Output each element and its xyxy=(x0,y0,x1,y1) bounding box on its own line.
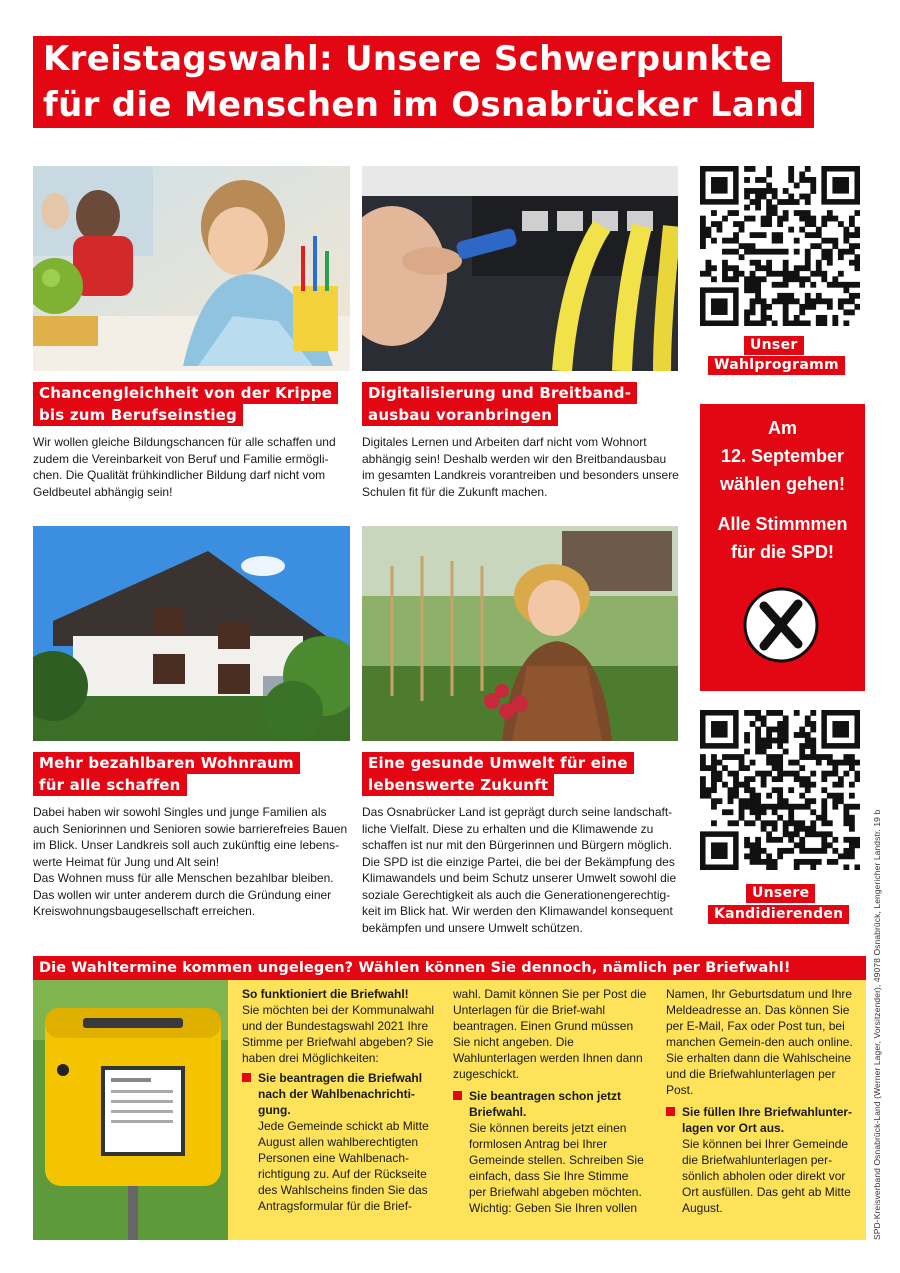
section-3-body-para-2: Das Wohnen muss für alle Menschen bezahlbar bleiben. Das wollen wir unter anderem durch die Gründung einer Kreiswohnungsbaugesellschaft erreichen. xyxy=(33,871,334,918)
briefwahl-option-1-title: Sie beantragen die Briefwahl nach der Wahlbenachrichti-gung. xyxy=(258,1071,423,1117)
vote-call-box xyxy=(700,404,865,691)
qr-code-candidates[interactable] xyxy=(700,710,860,870)
photo-house xyxy=(33,526,350,741)
ballot-cross-icon xyxy=(742,586,820,664)
briefwahl-option-3-title: Sie füllen Ihre Briefwahlunter-lagen vor Ort aus. xyxy=(682,1105,853,1135)
section-2-heading-line-1: Digitalisierung und Breitband- xyxy=(362,382,637,404)
section-4-heading-line-1: Eine gesunde Umwelt für eine xyxy=(362,752,634,774)
bullet-square-icon xyxy=(666,1107,675,1116)
section-2-heading-line-2: ausbau voranbringen xyxy=(362,404,558,426)
section-1-heading-line-1: Chancengleichheit von der Krippe xyxy=(33,382,338,404)
briefwahl-option-2-text-continued: Namen, Ihr Geburtsdatum und Ihre Meldeadresse an. Das können Sie per E-Mail, Fax oder Post tun, bei manchen Gemein-den auch online. Sie erhalten dann die Wahlscheine und die Briefwahlunterlagen per Post. xyxy=(666,987,853,1097)
briefwahl-option-3 xyxy=(666,1104,858,1216)
section-3-body-para-1: Dabei haben wir sowohl Singles und junge Familien als auch Seniorinnen und Senioren sowie barrierefreies Bauen im Blick. Unser Landkreis soll auch zukünftig eine lebens-werte Heimat für Jung und Alt sein! xyxy=(33,805,348,869)
briefwahl-option-2-text: Sie können bereits jetzt einen formlosen Antrag bei Ihrer Gemeinde stellen. Schreiben Sie einfach, dass Sie Ihre Stimme per Briefwahl abgeben möchten. Wichtig: Geben Sie Ihren vollen xyxy=(469,1121,644,1215)
page-title-line-2: für die Menschen im Osnabrücker Land xyxy=(33,82,814,128)
section-1-body: Wir wollen gleiche Bildungschancen für alle schaffen und zudem die Vereinbarkeit von Beruf und Familie ermögli-chen. Die Qualität frühkindlicher Bildung darf nicht vom Geldbeutel abhängig sein! xyxy=(33,435,336,499)
briefwahl-intro-text: Sie möchten bei der Kommunalwahl und der Bundestagswahl 2021 Ihre Stimme per Briefwahl abgeben? Sie haben drei Möglichkeiten: xyxy=(242,1003,435,1065)
briefwahl-option-2 xyxy=(453,1088,649,1216)
briefwahl-intro-title: So funktioniert die Briefwahl! xyxy=(242,987,409,1001)
photo-child-learning xyxy=(33,166,350,371)
qr-label-candidates-line-1: Unsere xyxy=(746,884,815,903)
photo-network-cables xyxy=(362,166,678,371)
vote-call-line-1: Am xyxy=(767,418,797,438)
briefwahl-option-1 xyxy=(242,1070,442,1214)
qr-label-program-line-1: Unser xyxy=(744,336,804,355)
qr-label-program-line-2: Wahlprogramm xyxy=(708,356,845,375)
photo-child-garden xyxy=(362,526,678,741)
section-3-body xyxy=(33,804,351,920)
page-title-line-1: Kreistagswahl: Unsere Schwerpunkte xyxy=(33,36,782,82)
bullet-square-icon xyxy=(453,1091,462,1100)
section-1-heading-line-2: bis zum Berufseinstieg xyxy=(33,404,243,426)
section-3-heading-line-2: für alle schaffen xyxy=(33,774,187,796)
vote-call-line-2: 12. September xyxy=(720,446,845,466)
briefwahl-option-2-title: Sie beantragen schon jetzt Briefwahl. xyxy=(469,1089,622,1119)
vote-call-line-5: für die SPD! xyxy=(730,542,834,562)
section-3-heading-line-1: Mehr bezahlbaren Wohnraum xyxy=(33,752,300,774)
briefwahl-column-1 xyxy=(242,986,442,1214)
qr-code-program[interactable] xyxy=(700,166,860,326)
vote-call-line-4: Alle Stimmmen xyxy=(717,514,848,534)
section-2-body: Digitales Lernen und Arbeiten darf nicht vom Wohnort abhängig sein! Deshalb werden wir den Breitbandausbau im gesamten Landkreis vorantreiben und besonders unsere Schulen fit für die Zukunft machen. xyxy=(362,435,679,499)
vote-call-line-3: wählen gehen! xyxy=(719,474,845,494)
briefwahl-option-1-text: Jede Gemeinde schickt ab Mitte August allen wahlberechtigten Personen eine Wahlbenach-richtigung zu. Auf der Rückseite des Wahlscheins finden Sie das Antragsformular für die Brief- xyxy=(258,1119,429,1213)
briefwahl-option-1-text-continued: wahl. Damit können Sie per Post die Unterlagen für die Brief-wahl beantragen. Einen Grund müssen Sie nicht angeben. Die Wahlunterlagen werden Ihnen dann zugeschickt. xyxy=(453,987,647,1081)
qr-label-candidates-line-2: Kandidierenden xyxy=(708,905,849,924)
briefwahl-headline: Die Wahltermine kommen ungelegen? Wählen können Sie dennoch, nämlich per Briefwahl! xyxy=(33,956,866,980)
briefwahl-option-3-text: Sie können bei Ihrer Gemeinde die Briefwahlunterlagen per-sönlich abholen oder direkt vor Ort ausfüllen. Das geht ab Mitte August. xyxy=(682,1137,851,1215)
photo-mailbox xyxy=(33,980,228,1240)
section-4-body: Das Osnabrücker Land ist geprägt durch seine landschaft-liche Vielfalt. Diese zu erhalten und die Klimawende zu schaffen ist nur mit den Bürgerinnen und Bürgern möglich. Die SPD ist die einzige Partei, die bei der Bekämpfung des Klimawandels und beim Schutz unserer Umwelt sowohl die soziale Gerechtigkeit als auch die Generationengerechtig-keit im Blick hat. Wir werden den Klimawandel konsequent bekämpfen und unsere Umwelt schützen. xyxy=(362,805,677,935)
briefwahl-column-2 xyxy=(453,986,649,1216)
briefwahl-column-3 xyxy=(666,986,858,1216)
section-4-heading-line-2: lebenswerte Zukunft xyxy=(362,774,554,796)
imprint-text: SPD-Kreisverband Osnabrück-Land (Werner Lager, Vorsitzender), 49078 Osnabrück, Lengericher Landstr. 19 b xyxy=(872,809,882,1240)
bullet-square-icon xyxy=(242,1073,251,1082)
